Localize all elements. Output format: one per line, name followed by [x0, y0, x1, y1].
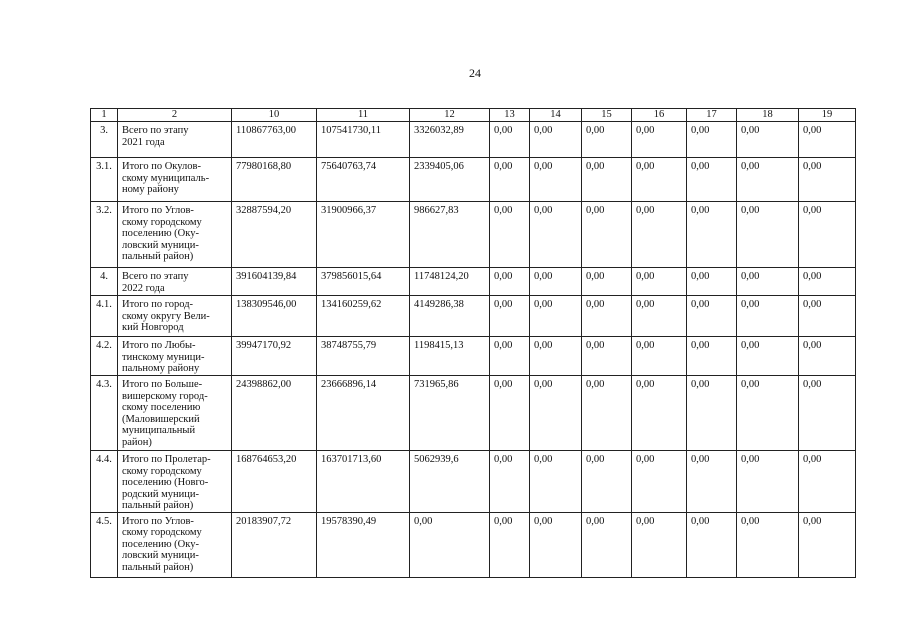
page-number: 24	[469, 66, 481, 80]
cell-col14: 0,00	[530, 337, 582, 376]
table-row	[91, 296, 856, 337]
row-name: Итого по Окулов- скому муниципаль- ному району	[118, 158, 232, 202]
cell-col17: 0,00	[687, 512, 737, 577]
cell-col12: 986627,83	[410, 202, 490, 268]
cell-col12: 1198415,13	[410, 337, 490, 376]
cell-col15: 0,00	[582, 512, 632, 577]
cell-col11: 75640763,74	[317, 158, 410, 202]
cell-col15: 0,00	[582, 158, 632, 202]
cell-col10: 20183907,72	[232, 512, 317, 577]
cell-col12: 731965,86	[410, 376, 490, 451]
cell-col13: 0,00	[490, 376, 530, 451]
cell-col11: 134160259,62	[317, 296, 410, 337]
cell-col11: 23666896,14	[317, 376, 410, 451]
column-header: 14	[530, 109, 582, 122]
cell-col15: 0,00	[582, 296, 632, 337]
table-row	[91, 451, 856, 513]
row-name: Итого по Больше- вишерскому город- скому поселению (Маловишерский муниципальный район)	[118, 376, 232, 451]
column-header: 11	[317, 109, 410, 122]
cell-col15: 0,00	[582, 122, 632, 158]
table-row	[91, 376, 856, 451]
row-number: 3.	[91, 122, 118, 158]
cell-col13: 0,00	[490, 122, 530, 158]
cell-col18: 0,00	[737, 268, 799, 296]
row-name: Итого по Углов- скому городскому поселению (Оку- ловский муници- пальный район)	[118, 202, 232, 268]
table-row	[91, 122, 856, 158]
row-number: 3.2.	[91, 202, 118, 268]
row-number: 4.5.	[91, 512, 118, 577]
cell-col19: 0,00	[799, 337, 856, 376]
cell-col12: 5062939,6	[410, 451, 490, 513]
column-header: 10	[232, 109, 317, 122]
row-name: Итого по Пролетар- скому городскому поселению (Новго- родский муници- пальный район)	[118, 451, 232, 513]
cell-col11: 19578390,49	[317, 512, 410, 577]
cell-col14: 0,00	[530, 158, 582, 202]
cell-col19: 0,00	[799, 296, 856, 337]
column-header: 2	[118, 109, 232, 122]
column-header: 1	[91, 109, 118, 122]
cell-col13: 0,00	[490, 296, 530, 337]
cell-col18: 0,00	[737, 158, 799, 202]
cell-col16: 0,00	[632, 337, 687, 376]
cell-col13: 0,00	[490, 268, 530, 296]
cell-col16: 0,00	[632, 202, 687, 268]
row-number: 4.4.	[91, 451, 118, 513]
cell-col10: 391604139,84	[232, 268, 317, 296]
cell-col15: 0,00	[582, 376, 632, 451]
row-name: Итого по город- скому округу Вели- кий Новгород	[118, 296, 232, 337]
cell-col18: 0,00	[737, 202, 799, 268]
cell-col19: 0,00	[799, 202, 856, 268]
column-header: 18	[737, 109, 799, 122]
cell-col11: 163701713,60	[317, 451, 410, 513]
cell-col15: 0,00	[582, 202, 632, 268]
cell-col11: 379856015,64	[317, 268, 410, 296]
cell-col11: 107541730,11	[317, 122, 410, 158]
header-row	[91, 109, 856, 122]
row-number: 4.1.	[91, 296, 118, 337]
cell-col19: 0,00	[799, 122, 856, 158]
cell-col19: 0,00	[799, 512, 856, 577]
cell-col18: 0,00	[737, 512, 799, 577]
cell-col17: 0,00	[687, 376, 737, 451]
cell-col19: 0,00	[799, 451, 856, 513]
cell-col15: 0,00	[582, 337, 632, 376]
cell-col16: 0,00	[632, 512, 687, 577]
column-header: 12	[410, 109, 490, 122]
cell-col17: 0,00	[687, 158, 737, 202]
cell-col13: 0,00	[490, 512, 530, 577]
column-header: 17	[687, 109, 737, 122]
cell-col12: 11748124,20	[410, 268, 490, 296]
cell-col10: 138309546,00	[232, 296, 317, 337]
cell-col17: 0,00	[687, 296, 737, 337]
cell-col14: 0,00	[530, 451, 582, 513]
cell-col13: 0,00	[490, 451, 530, 513]
cell-col10: 168764653,20	[232, 451, 317, 513]
cell-col19: 0,00	[799, 268, 856, 296]
cell-col16: 0,00	[632, 296, 687, 337]
column-header: 19	[799, 109, 856, 122]
cell-col18: 0,00	[737, 296, 799, 337]
cell-col12: 4149286,38	[410, 296, 490, 337]
cell-col15: 0,00	[582, 268, 632, 296]
table-row	[91, 512, 856, 577]
table-row	[91, 158, 856, 202]
data-table	[90, 108, 856, 578]
cell-col10: 24398862,00	[232, 376, 317, 451]
row-name: Всего по этапу 2021 года	[118, 122, 232, 158]
cell-col17: 0,00	[687, 122, 737, 158]
cell-col19: 0,00	[799, 376, 856, 451]
cell-col18: 0,00	[737, 376, 799, 451]
cell-col13: 0,00	[490, 337, 530, 376]
cell-col18: 0,00	[737, 337, 799, 376]
row-number: 4.2.	[91, 337, 118, 376]
cell-col14: 0,00	[530, 296, 582, 337]
cell-col17: 0,00	[687, 337, 737, 376]
row-name: Итого по Любы- тинскому муници- пальному району	[118, 337, 232, 376]
cell-col12: 0,00	[410, 512, 490, 577]
cell-col19: 0,00	[799, 158, 856, 202]
cell-col13: 0,00	[490, 158, 530, 202]
cell-col17: 0,00	[687, 451, 737, 513]
cell-col12: 3326032,89	[410, 122, 490, 158]
cell-col14: 0,00	[530, 202, 582, 268]
cell-col17: 0,00	[687, 268, 737, 296]
cell-col10: 39947170,92	[232, 337, 317, 376]
cell-col14: 0,00	[530, 512, 582, 577]
row-number: 4.	[91, 268, 118, 296]
cell-col14: 0,00	[530, 122, 582, 158]
column-header: 16	[632, 109, 687, 122]
table-row	[91, 268, 856, 296]
cell-col13: 0,00	[490, 202, 530, 268]
cell-col16: 0,00	[632, 158, 687, 202]
cell-col11: 31900966,37	[317, 202, 410, 268]
cell-col16: 0,00	[632, 268, 687, 296]
cell-col15: 0,00	[582, 451, 632, 513]
cell-col16: 0,00	[632, 451, 687, 513]
cell-col14: 0,00	[530, 376, 582, 451]
cell-col16: 0,00	[632, 376, 687, 451]
column-header: 13	[490, 109, 530, 122]
cell-col10: 32887594,20	[232, 202, 317, 268]
cell-col10: 77980168,80	[232, 158, 317, 202]
column-header: 15	[582, 109, 632, 122]
row-name: Итого по Углов- скому городскому поселению (Оку- ловский муници- пальный район)	[118, 512, 232, 577]
table-row	[91, 202, 856, 268]
cell-col16: 0,00	[632, 122, 687, 158]
cell-col17: 0,00	[687, 202, 737, 268]
row-name: Всего по этапу 2022 года	[118, 268, 232, 296]
cell-col12: 2339405,06	[410, 158, 490, 202]
cell-col14: 0,00	[530, 268, 582, 296]
cell-col10: 110867763,00	[232, 122, 317, 158]
cell-col18: 0,00	[737, 122, 799, 158]
row-number: 4.3.	[91, 376, 118, 451]
table-row	[91, 337, 856, 376]
row-number: 3.1.	[91, 158, 118, 202]
cell-col11: 38748755,79	[317, 337, 410, 376]
cell-col18: 0,00	[737, 451, 799, 513]
